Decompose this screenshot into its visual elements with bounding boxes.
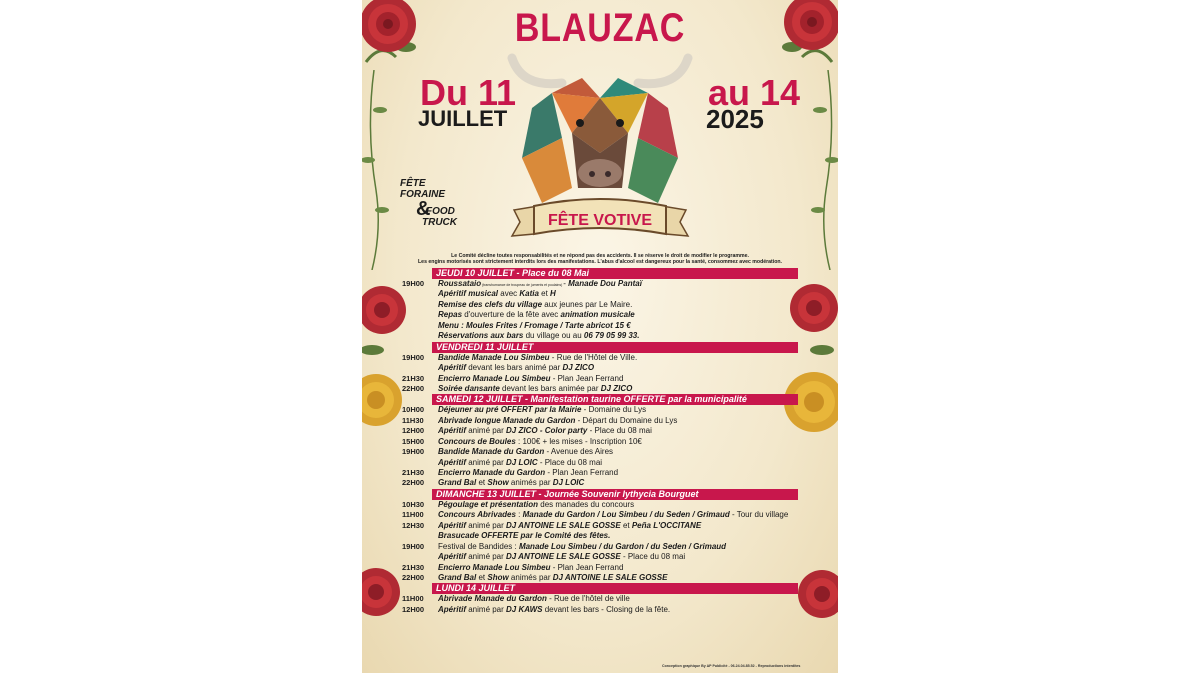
event-text xyxy=(438,521,798,531)
event-time xyxy=(402,300,438,310)
event-text xyxy=(438,478,798,488)
event-time xyxy=(402,321,438,331)
event-text-part: Encierro Manade Lou Simbeu xyxy=(438,373,551,383)
event-text-part: Manade Dou Pantaï xyxy=(568,279,642,288)
event-text-part: Remise des clefs du village xyxy=(438,299,543,309)
schedule-row xyxy=(402,542,798,552)
event-text-part: Abrivade longue Manade du Gardon xyxy=(438,415,576,425)
date-end-day: au 14 xyxy=(708,72,801,113)
event-text xyxy=(438,542,798,552)
event-text-part: DJ ANTOINE LE SALE GOSSE xyxy=(506,552,621,562)
event-text xyxy=(438,552,798,562)
schedule-row xyxy=(402,531,798,541)
event-time: 12H30 xyxy=(402,520,425,530)
event-text-part: animé par xyxy=(466,604,507,614)
event-text-part: Abrivade Manade du Gardon xyxy=(438,594,547,604)
fete-foraine-label xyxy=(400,178,480,228)
event-text-part: - Départ du Domaine du Lys xyxy=(575,415,678,425)
event-text-part: Manade du Gardon / Lou Simbeu / du Seden / Grimaud xyxy=(522,510,730,520)
event-text-part: Apéritif xyxy=(438,520,466,530)
event-time xyxy=(402,531,438,541)
event-time: 19H00 xyxy=(402,447,425,457)
bull-illustration xyxy=(502,38,698,208)
event-time: 12H00 xyxy=(402,604,425,614)
disclaimer-line: Le Comité décline toutes responsabilités et ne répond pas des accidents. Il se réserve le droit de modifier le programme. xyxy=(451,253,749,259)
event-time xyxy=(402,331,438,341)
event-text-part: - Plan Jean Ferrand xyxy=(545,468,619,477)
foraine-line: FÊTE xyxy=(400,178,426,189)
event-text-part: - Domaine du Lys xyxy=(581,405,647,415)
poster-title: BLAUZAC xyxy=(514,6,686,50)
event-text xyxy=(438,300,798,310)
event-text-part: devant les bars animée par xyxy=(499,383,601,393)
event-text-part: Menu : Moules Frites / Fromage / Tarte abricot 15 € xyxy=(438,320,631,330)
event-time: 11H00 xyxy=(402,594,424,604)
event-time xyxy=(402,310,438,320)
event-time: 22H00 xyxy=(402,572,425,582)
schedule-row xyxy=(402,321,798,331)
date-end-year: 2025 xyxy=(706,104,764,134)
event-text-part: et xyxy=(620,520,632,530)
event-text xyxy=(438,500,798,510)
event-text-part: - Tour du village xyxy=(729,510,789,520)
day-header: LUNDI 14 JUILLET xyxy=(432,583,798,594)
event-text-part: d'ouverture de la fête avec xyxy=(462,310,561,320)
event-text-part: animation musicale xyxy=(560,310,635,320)
event-time: 11H00 xyxy=(402,510,424,520)
event-text-part: Déjeuner au pré OFFERT par la Mairie xyxy=(438,405,582,415)
schedule-row xyxy=(402,279,798,289)
event-text-part: - Place du 08 mai xyxy=(587,426,652,436)
event-text-part: DJ KAWS xyxy=(506,604,543,614)
event-time: 10H30 xyxy=(402,499,425,509)
schedule-row xyxy=(402,563,798,573)
event-time: 22H00 xyxy=(402,478,425,488)
schedule-row xyxy=(402,300,798,310)
event-text-part: Peña L'OCCITANE xyxy=(631,520,702,530)
event-text-part: et xyxy=(538,289,551,299)
event-text-part: Grand Bal xyxy=(438,572,477,582)
event-time: 11H30 xyxy=(402,415,424,425)
disclaimer xyxy=(392,253,808,266)
event-text-part: Concours Abrivades xyxy=(438,510,516,520)
day-header: DIMANCHE 13 JUILLET - Journée Souvenir Iythycia Bourguet xyxy=(432,489,798,500)
event-text-part: Festival de Bandides : xyxy=(438,541,519,551)
event-text xyxy=(438,605,798,615)
schedule-row xyxy=(402,363,798,373)
schedule-row xyxy=(402,289,798,299)
event-text-part: devant les bars animé par xyxy=(466,363,563,373)
event-time: 12H00 xyxy=(402,426,425,436)
schedule-row xyxy=(402,458,798,468)
event-time: 22H00 xyxy=(402,383,425,393)
date-start-day: Du 11 xyxy=(420,72,517,113)
event-text-part: DJ LOIC xyxy=(552,478,585,488)
event-text-part: Apéritif musical xyxy=(438,289,499,299)
event-text-part: du village ou au xyxy=(523,331,584,341)
schedule-row xyxy=(402,521,798,531)
event-text xyxy=(438,437,798,447)
event-text-part: Manade Lou Simbeu / du Gardon / du Seden / Grimaud xyxy=(518,541,727,551)
event-text-part: Apéritif xyxy=(438,552,466,562)
event-text-part: Encierro Manade du Gardon xyxy=(438,468,546,477)
event-text-part: (transhumance de troupeau de juments et poulains) xyxy=(481,283,564,287)
schedule-row xyxy=(402,510,798,520)
event-text-part: 06 79 05 99 33. xyxy=(583,331,640,341)
event-text-part: Encierro Manade Lou Simbeu xyxy=(438,562,551,572)
event-text-part: animé par xyxy=(466,426,507,436)
event-time: 21H30 xyxy=(402,562,425,572)
event-text xyxy=(438,353,798,363)
event-time xyxy=(402,552,438,562)
event-text-part: et xyxy=(476,572,488,582)
event-text-part: - Rue de l'hôtel de ville xyxy=(546,594,630,604)
event-text-part: Grand Bal xyxy=(438,478,477,488)
credit-line: Conception graphique By AP Publicité - 06.24.04.85.52 - Reproductions interdites xyxy=(662,664,801,668)
event-time: 15H00 xyxy=(402,436,425,446)
schedule-row xyxy=(402,384,798,394)
event-text-part: avec xyxy=(498,289,520,299)
event-text-part: aux jeunes par Le Maire. xyxy=(542,299,633,309)
schedule-row xyxy=(402,416,798,426)
schedule-row xyxy=(402,552,798,562)
event-text-part: DJ ZICO xyxy=(562,363,595,373)
event-text-part: Show xyxy=(487,478,509,488)
event-text xyxy=(438,573,798,583)
event-text-part: Pégoulage et présentation xyxy=(438,499,539,509)
event-text-part: : 100€ + les mises - Inscription 10€ xyxy=(515,436,642,446)
event-text-part: Katia xyxy=(519,289,539,299)
event-text xyxy=(438,510,798,520)
disclaimer-line: Les engins motorisés sont strictement interdits lors des manifestations. L'abus d'alcool est dangereux pour la santé, consommez avec modération. xyxy=(418,259,782,266)
event-text xyxy=(438,321,798,331)
event-text xyxy=(438,363,798,373)
event-text xyxy=(438,405,798,415)
day-header: JEUDI 10 JUILLET - Place du 08 Mai xyxy=(432,268,798,279)
event-text-part: des manades du concours xyxy=(538,499,635,509)
event-time xyxy=(402,458,438,468)
fete-votive-banner xyxy=(510,196,690,246)
event-text xyxy=(438,331,798,341)
leaf-vine-icon xyxy=(362,70,392,270)
event-text xyxy=(438,594,798,604)
foraine-line: FOOD xyxy=(426,206,455,217)
event-time: 10H00 xyxy=(402,405,425,415)
event-text xyxy=(438,374,798,384)
event-text-part: Show xyxy=(487,572,509,582)
event-text-part: Bandide Manade du Gardon xyxy=(438,447,545,457)
event-text-part: Apéritif xyxy=(438,363,466,373)
event-text xyxy=(438,531,798,541)
event-time: 21H30 xyxy=(402,468,425,477)
event-text-part: - Plan Jean Ferrand xyxy=(550,562,624,572)
event-text-part: Soirée dansante xyxy=(438,383,500,393)
event-text xyxy=(438,279,798,289)
schedule-row xyxy=(402,500,798,510)
event-text xyxy=(438,458,798,468)
schedule-row xyxy=(402,353,798,363)
event-text-part: DJ ZICO xyxy=(600,383,633,393)
schedule-row xyxy=(402,374,798,384)
leaf-vine-icon xyxy=(810,70,838,270)
foraine-line: FORAINE xyxy=(400,189,445,200)
schedule-row xyxy=(402,426,798,436)
event-text xyxy=(438,384,798,394)
event-text-part: H xyxy=(550,289,556,299)
poster xyxy=(362,0,838,673)
schedule-row xyxy=(402,447,798,457)
event-time: 19H00 xyxy=(402,352,425,362)
schedule-row xyxy=(402,437,798,447)
foraine-line: TRUCK xyxy=(422,217,457,228)
event-text xyxy=(438,447,798,457)
event-text xyxy=(438,289,798,299)
event-text-part: - Avenue des Aires xyxy=(544,447,614,457)
event-text-part: DJ ANTOINE LE SALE GOSSE xyxy=(552,572,668,582)
event-time: 21H30 xyxy=(402,373,425,383)
event-text-part: Concours de Boules xyxy=(438,436,516,446)
event-text-part: - Plan Jean Ferrand xyxy=(550,373,624,383)
event-text xyxy=(438,426,798,436)
event-text-part: animé par xyxy=(466,457,507,467)
event-text-part: animé par xyxy=(466,520,507,530)
event-text-part: Apéritif xyxy=(438,426,466,436)
event-text-part: devant les bars - Closing de la fête. xyxy=(542,604,671,614)
event-text-part: - xyxy=(563,279,569,288)
event-text-part: DJ ZICO - Color party xyxy=(506,426,588,436)
event-time: 19H00 xyxy=(402,279,425,288)
event-text-part: : xyxy=(515,510,523,520)
event-time: 19H00 xyxy=(402,541,425,551)
event-text-part: animés par xyxy=(508,478,553,488)
schedule-row xyxy=(402,478,798,488)
event-text-part: - Place du 08 mai xyxy=(537,457,603,467)
event-time xyxy=(402,363,438,373)
date-start-month: JUILLET xyxy=(418,106,508,131)
program-schedule xyxy=(402,268,798,615)
event-text-part: DJ ANTOINE LE SALE GOSSE xyxy=(506,520,621,530)
banner-text: FÊTE VOTIVE xyxy=(547,212,653,229)
day-header: VENDREDI 11 JUILLET xyxy=(432,342,798,353)
day-header: SAMEDI 12 JUILLET - Manifestation taurine OFFERTE par la municipalité xyxy=(432,394,798,405)
event-text-part: DJ LOIC xyxy=(506,457,538,467)
schedule-row xyxy=(402,605,798,615)
event-text-part: Bandide Manade Lou Simbeu xyxy=(438,352,550,362)
ampersand: & xyxy=(416,198,431,220)
event-text-part: - Rue de l'Hôtel de Ville. xyxy=(549,352,638,362)
event-text-part: animé par xyxy=(466,552,507,562)
event-text-part: - Place du 08 mai xyxy=(620,552,686,562)
event-text xyxy=(438,310,798,320)
event-text-part: Brasucade OFFERTE par le Comité des fêtes. xyxy=(438,531,611,541)
event-text-part: Réservations aux bars xyxy=(438,331,524,341)
event-text xyxy=(438,416,798,426)
event-text-part: Roussataio xyxy=(438,279,482,288)
event-text xyxy=(438,468,798,478)
event-text-part: animés par xyxy=(508,572,553,582)
schedule-row xyxy=(402,594,798,604)
schedule-row xyxy=(402,331,798,341)
event-text-part: Repas xyxy=(438,310,463,320)
event-text-part: et xyxy=(476,478,488,488)
schedule-row xyxy=(402,573,798,583)
schedule-row xyxy=(402,310,798,320)
event-text-part: Apéritif xyxy=(438,457,466,467)
event-text-part: Apéritif xyxy=(438,604,466,614)
schedule-row xyxy=(402,405,798,415)
event-time xyxy=(402,289,438,299)
schedule-row xyxy=(402,468,798,478)
event-text xyxy=(438,563,798,573)
